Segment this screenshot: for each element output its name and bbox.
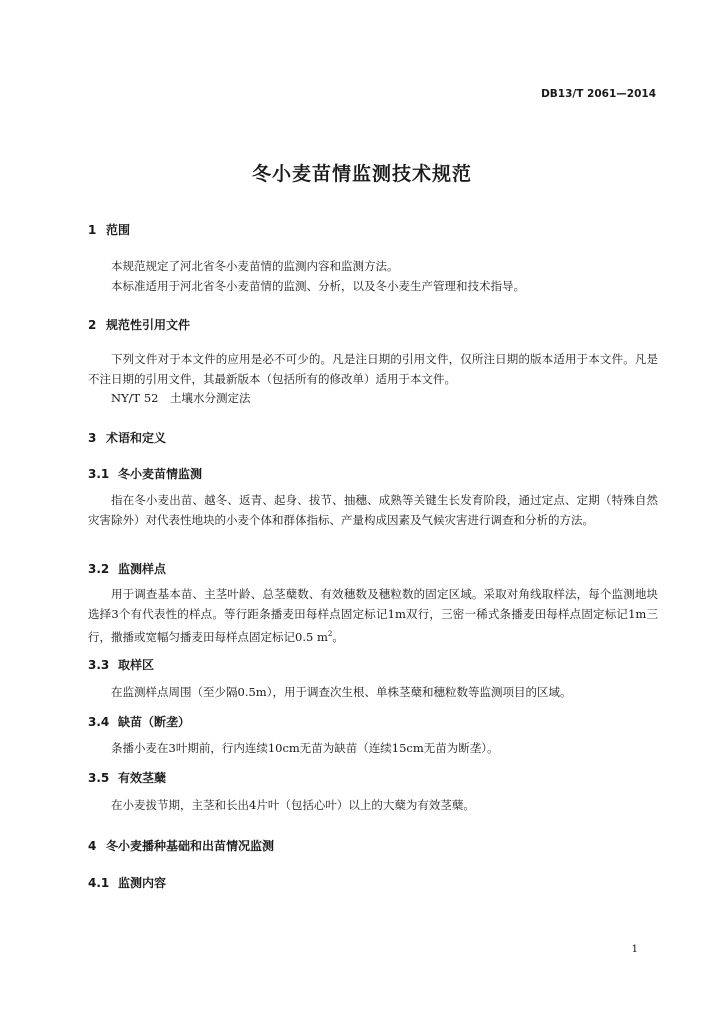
section-title: 冬小麦播种基础和出苗情况监测 bbox=[106, 839, 275, 853]
section-title: 术语和定义 bbox=[106, 431, 167, 445]
section-4-heading bbox=[88, 837, 274, 854]
paragraph: 指在冬小麦出苗、越冬、返青、起身、拔节、抽穗、成熟等关键生长发育阶段，通过定点、定期（特殊自然灾害除外）对代表性地块的小麦个体和群体指标、产量构成因素及气候灾害进行调查和分析的方法。 bbox=[88, 493, 658, 527]
paragraph-text: 用于调查基本苗、主茎叶龄、总茎蘖数、有效穗数及穗粒数的固定区域。采取对角线取样法，每个监测地块选择3个有代表性的样点。等行距条播麦田每样点固定标记1m双行，三密一稀式条播麦田每样点固定标记1m三行，撒播或宽幅匀播麦田每样点固定标记0.5 m bbox=[88, 587, 658, 644]
page-number: 1 bbox=[631, 944, 638, 955]
section-title: 有效茎蘖 bbox=[118, 771, 167, 785]
section-number: 3.2 bbox=[88, 562, 110, 576]
section-title: 规范性引用文件 bbox=[106, 318, 191, 332]
section-number: 4.1 bbox=[88, 876, 110, 890]
section-title: 监测内容 bbox=[118, 876, 167, 890]
superscript: 2 bbox=[327, 630, 333, 638]
section-title: 缺苗（断垄） bbox=[118, 715, 191, 729]
subsection-3-5-heading bbox=[88, 769, 166, 786]
section-number: 3.1 bbox=[88, 467, 110, 481]
section-title: 监测样点 bbox=[118, 562, 167, 576]
normative-reference: NY/T 52 土壤水分测定法 bbox=[111, 391, 251, 405]
paragraph: 在小麦拔节期，主茎和长出4片叶（包括心叶）以上的大蘖为有效茎蘖。 bbox=[111, 798, 475, 812]
subsection-3-1-heading bbox=[88, 465, 202, 482]
section-number: 3.4 bbox=[88, 715, 110, 729]
section-number: 3.5 bbox=[88, 771, 110, 785]
paragraph-tail: 。 bbox=[332, 629, 344, 644]
section-number: 4 bbox=[88, 839, 97, 853]
subsection-4-1-heading bbox=[88, 874, 166, 891]
section-title: 取样区 bbox=[118, 658, 155, 672]
section-title: 冬小麦苗情监测 bbox=[118, 467, 203, 481]
document-title: 冬小麦苗情监测技术规范 bbox=[251, 163, 472, 185]
paragraph: 在监测样点周围（至少隔0.5m），用于调查次生根、单株茎蘖和穗粒数等监测项目的区域。 bbox=[111, 685, 572, 699]
subsection-3-2-heading bbox=[88, 560, 166, 577]
paragraph bbox=[88, 584, 658, 647]
section-1-heading bbox=[88, 221, 130, 238]
section-number: 2 bbox=[88, 318, 97, 332]
section-2-heading bbox=[88, 316, 190, 333]
subsection-3-4-heading bbox=[88, 713, 190, 730]
document-code: DB13/T 2061—2014 bbox=[541, 88, 656, 100]
paragraph: 下列文件对于本文件的应用是必不可少的。凡是注日期的引用文件，仅所注日期的版本适用于本文件。凡是不注日期的引用文件，其最新版本（包括所有的修改单）适用于本文件。 bbox=[88, 352, 658, 386]
section-number: 1 bbox=[88, 223, 97, 237]
section-title: 范围 bbox=[106, 223, 131, 237]
paragraph: 本规范规定了河北省冬小麦苗情的监测内容和监测方法。 bbox=[111, 259, 399, 273]
paragraph: 条播小麦在3叶期前，行内连续10cm无苗为缺苗（连续15cm无苗为断垄）。 bbox=[111, 741, 499, 755]
section-number: 3.3 bbox=[88, 658, 110, 672]
section-3-heading bbox=[88, 429, 166, 446]
section-number: 3 bbox=[88, 431, 97, 445]
subsection-3-3-heading bbox=[88, 656, 154, 673]
paragraph: 本标准适用于河北省冬小麦苗情的监测、分析，以及冬小麦生产管理和技术指导。 bbox=[111, 279, 525, 293]
